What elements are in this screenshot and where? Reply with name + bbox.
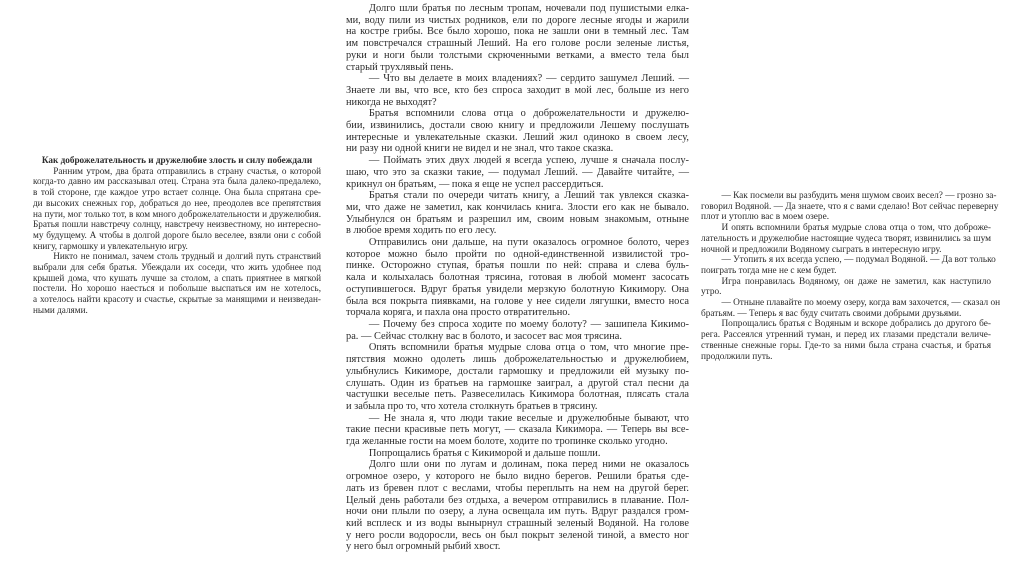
text-line: пятствия можно одолеть лишь доброжелательностью и дружелюбием, [346, 354, 689, 366]
text-line: — Что вы делаете в моих владениях? — сердито зашумел Леший. — [368, 73, 689, 85]
text-line: гда желанные гости на моем болоте, ходите по тропинке сколько угодно. [346, 436, 668, 448]
text-line: интересные и увлекательные сказки. Леший жил одиноко в своем лесу, [346, 131, 689, 143]
text-line: Долго шли они по лугам и долинам, пока перед ними не оказалось [368, 459, 689, 471]
paragraph [346, 237, 689, 319]
text-line: у него был огромный рыбий хвост. [346, 541, 501, 553]
text-line: торчала коряга, и пахла она просто отвратительно. [346, 307, 571, 319]
text-line: И опять вспомнили братья мудрые слова отца о том, что доброже- [721, 223, 991, 234]
text-line: — Отныне плавайте по моему озеру, когда вам захочется, — сказал он [721, 298, 1001, 309]
text-line: Попрощались братья с Водяным и вскоре добрались до другого бе- [721, 319, 991, 330]
text-line: частушки веселые петь. Развеселилась Кикимора болотная, плясать стала [346, 389, 689, 401]
text-line: у него росли водоросли, весь он был покрыт зеленой тиной, а вместо ног [346, 529, 689, 541]
paragraph [346, 190, 689, 237]
paragraph [346, 73, 689, 108]
text-line: утро. [701, 287, 722, 298]
text-line: — Как посмели вы разбудить меня шумом своих весел? — грозно за- [721, 191, 997, 201]
text-line: в любое время ходить по его лесу. [346, 225, 497, 237]
paragraph [346, 413, 689, 448]
text-line: — Почему без спроса ходите по моему болоту? — зашипела Кикимо- [368, 318, 689, 330]
paragraph [346, 3, 689, 73]
left-column [33, 155, 321, 316]
paragraph [701, 298, 1001, 319]
paragraph [701, 223, 991, 255]
text-line: ми, что даже не заметил, как кончилась книга. Злости его как не бывало. [346, 201, 689, 213]
text-line: ми, воду пили из чистых родников, ели по дороге лесные ягоды и жарили [346, 14, 689, 26]
text-line: плот и утоплю вас в моем озере. [701, 212, 830, 223]
text-line: лательность и дружелюбие настоящие чудеса творят, извинились за шум [701, 233, 991, 244]
paragraph [346, 108, 689, 155]
text-line: му будущему. А чтобы в долгой дороге было веселее, взяли они с собой [33, 229, 321, 240]
text-line: Улыбнулся он братьям и разрешил им, своим новым знакомым, отныне [346, 213, 689, 225]
text-line: слушать. Один из братьев на гармошке заиграл, а другой стал песни да [346, 377, 689, 389]
right-column [701, 191, 1001, 362]
text-line: в той стороне, где каждое утро встает солнце. Она была спрятана сре- [33, 187, 321, 198]
text-line: руки и ноги были толстыми скрюченными ветками, а вместо тела был [346, 49, 689, 61]
text-line: шаю, что это за сказки такие, — подумал Леший. — Давайте читайте, — [346, 166, 689, 178]
text-line: старый трухлявый пень. [346, 61, 454, 73]
text-line: Ранним утром, два брата отправились в страну счастья, о которой [53, 165, 321, 176]
text-line: крикнул он братьям, — пока я еще не успел рассердиться. [346, 178, 604, 190]
text-line: — Утопить я их всегда успею, — подумал Водяной. — Да вот только [721, 255, 996, 266]
text-line: говорил Водяной. — Да знаете, что я с вами сделаю! Вот сейчас переверну [701, 201, 999, 212]
paragraph [346, 448, 689, 460]
text-line: была вся покрыта пиявками, на голове у нее сидели лягушки, вместо носа [346, 295, 689, 307]
text-line: лать из бревен плот с веслами, чтобы переплыть на нем на другой берег. [346, 482, 689, 494]
paragraph [33, 166, 321, 252]
text-line: продолжили путь. [701, 351, 773, 362]
text-line: ра. — Сейчас столкну вас в болото, и засосет вас моя трясина. [346, 330, 622, 342]
paragraph [701, 191, 999, 223]
text-line: ными далями. [33, 304, 88, 315]
text-line: ственные снежные горы. Где-то за ними была страна счастья, и братья [701, 340, 991, 351]
text-line: Братья стали по очереди читать книгу, а Леший так увлекся сказка- [368, 190, 689, 202]
text-line: кий всплеск и из воды вынырнул страшный зеленый Водяной. На голове [346, 517, 689, 529]
paragraph [346, 155, 689, 190]
text-line: ночи они плыли по озеру, а луна освещала им путь. Вдруг раздался гром- [346, 506, 689, 518]
text-line: Попрощались братья с Кикиморой и дальше пошли. [368, 447, 601, 459]
text-line: на пути, мог только тот, в ком много доброжелательности и дружелюбия. [33, 208, 321, 219]
text-line: Братья пошли навстречу солнцу, навстречу неизвестному, но интересно- [33, 219, 321, 230]
text-line: и забыла про то, что хотела столкнуть братьев в трясину. [346, 400, 598, 412]
text-line: пинке. Осторожно ступая, братья пошли по ней: справа и слева буль- [346, 260, 689, 272]
middle-column [346, 3, 689, 553]
text-line: книгу, гармошку и увлекательную игру. [33, 240, 188, 251]
text-line: кала и колыхалась болотная трясина, готовая в любой момент засосать [346, 272, 689, 284]
text-line: крышей дома, что кушать лучше за столом, а спать приятнее в мягкой [33, 272, 321, 283]
text-line: на костре грибы. Все было хорошо, пока не зашли они в темный лес. Там [346, 26, 689, 38]
paragraph [33, 251, 321, 315]
text-line: когда-то давно им рассказывал отец. Страна эта была далеко-предалеко, [33, 176, 321, 187]
paragraph [346, 342, 689, 412]
text-line: улыбнулись Кикиморе, достали гармошку и предложили ей музыку по- [346, 365, 689, 377]
text-line: постели. Но хорошо наесться и побольше выспаться им не хотелось, [33, 283, 321, 294]
text-line: — Поймать этих двух людей я всегда успею, лучше я сначала послу- [368, 155, 689, 167]
text-line: ночной и предложили Водяному сыграть в интересную игру. [701, 244, 942, 255]
text-line: ди высоких снежных гор, добраться до нее, преодолев все препятствия [33, 197, 321, 208]
paragraph [701, 277, 991, 298]
text-line: Опять вспомнили братья мудрые слова отца о том, что многие пре- [368, 342, 689, 354]
text-line: Долго шли братья по лесным тропам, ночевали под пушистыми елка- [368, 3, 689, 14]
text-line: Знаете ли вы, что все, кто без спроса заходит в мой лес, больше из него [346, 84, 689, 96]
text-line: а хотелось найти красоту и счастье, скрытые за манящими и неизведан- [33, 294, 321, 305]
paragraph [346, 459, 689, 553]
text-line: Никто не понимал, зачем столь трудный и долгий путь странствий [53, 251, 321, 262]
text-line: — Не знала я, что люди такие веселые и дружелюбные бывают, что [368, 412, 689, 424]
text-line: которое можно было пройти по одной-единственной извилистой тро- [346, 248, 689, 260]
text-line: такие песни красивые петь могут, — сказала Кикимора. — Теперь вы все- [346, 424, 689, 436]
text-line: никогда не выходят? [346, 96, 437, 108]
text-line: выбрали для себя братья. Убеждали их соседи, что жить удобнее под [33, 262, 321, 273]
text-line: бии, извинились, достали свою книгу и предложили Лешему послушать [346, 120, 689, 132]
paragraph [346, 319, 689, 342]
text-line: рега. Рассеялся утренний туман, и перед их глазами предстали величе- [701, 330, 991, 341]
text-line: Целый день работали без отдыха, а вечером отправились в плавание. Пол- [346, 494, 689, 506]
text-line: оступившегося. Вдруг братья увидели мерзкую болотную Кикимору. Она [346, 283, 689, 295]
text-line: им повстречался страшный Леший. На его голове росли зеленые листья, [346, 38, 689, 50]
story-title: Как доброжелательность и дружелюбие злость и силу побеждали [41, 155, 313, 165]
text-line: братьям. — Теперь я вас буду считать своими добрыми друзьями. [701, 308, 962, 319]
paragraph [701, 255, 996, 276]
text-line: Братья вспомнили слова отца о доброжелательности и дружелю- [368, 108, 689, 120]
paragraph [701, 319, 991, 362]
text-line: огромное озеро, у которого не было видно берегов. Решили братья сде- [346, 471, 689, 483]
text-line: Игра понравилась Водяному, он даже не заметил, как наступило [721, 276, 991, 287]
text-line: поиграть тогда мне не с кем будет. [701, 265, 837, 276]
text-line: Отправились они дальше, на пути оказалось огромное болото, через [368, 237, 689, 249]
text-line: ни разу ни одной книги не видел и не знал, что такое сказка. [346, 143, 614, 155]
